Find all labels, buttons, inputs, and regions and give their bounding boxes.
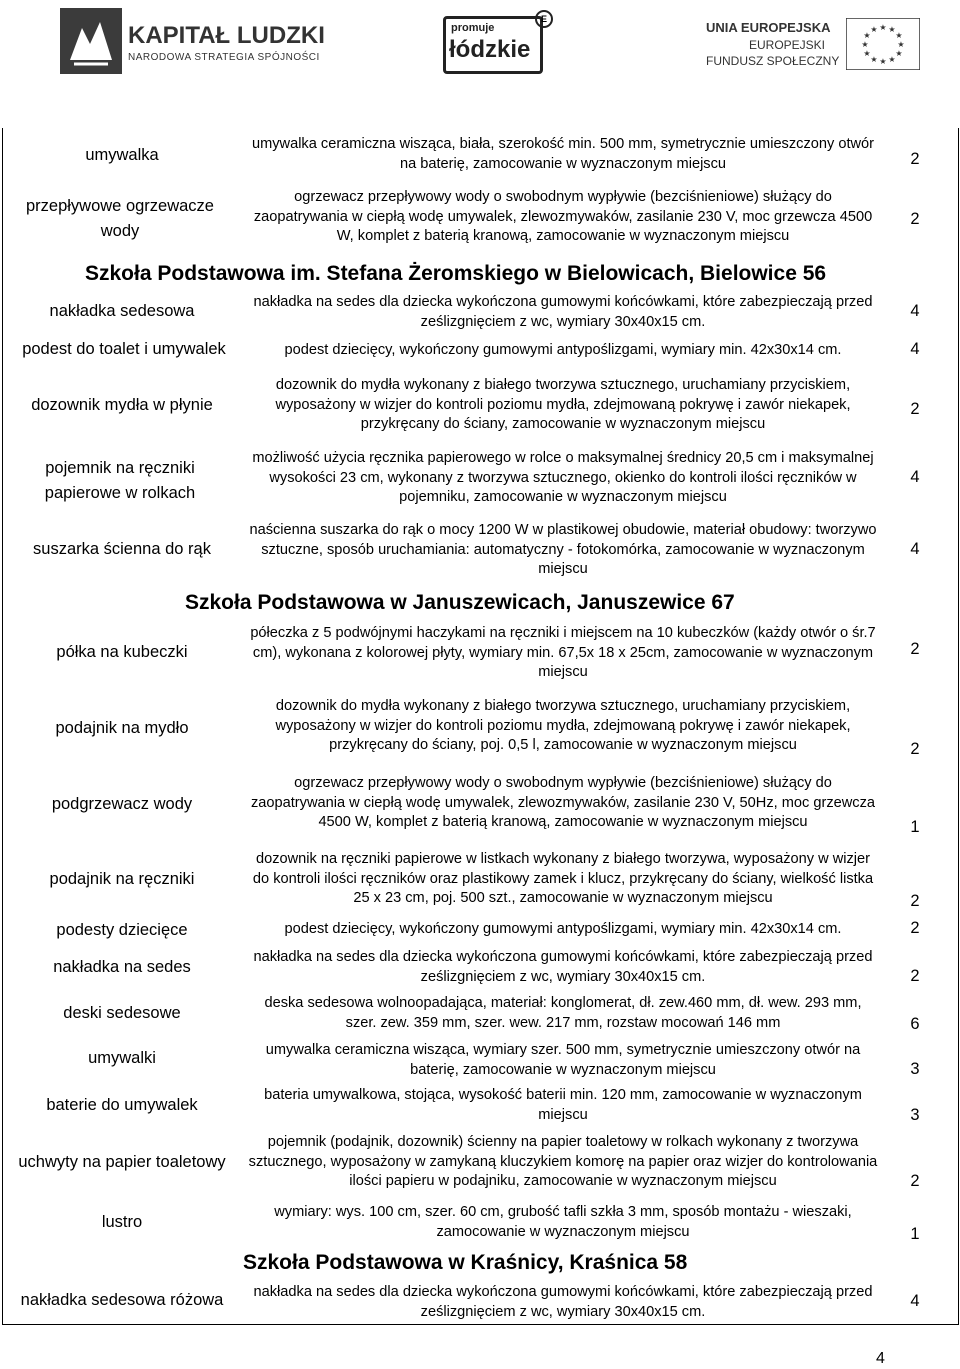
- svg-text:★: ★: [870, 55, 878, 64]
- ue-line2: EUROPEJSKI: [749, 38, 826, 52]
- row-label: uchwyty na papier toaletowy: [18, 1153, 226, 1171]
- kl-subtitle: NARODOWA STRATEGIA SPÓJNOŚCI: [128, 52, 320, 63]
- svg-text:★: ★: [888, 25, 896, 34]
- row-label: półka na kubeczki: [56, 643, 188, 661]
- row-description: dozownik do mydła wykonany z białego tworzywa sztucznego, uruchamiany przyciskiem, wyposażony w wizjer do kontroli poziomu mydła, zdejmowaną pokrywę i zawór niekapek, przykręcany do ściany, poj. 0,5 l, zamocowanie w wyznaczonym miejscu: [275, 698, 851, 753]
- row-label: podesty dziecięce: [56, 921, 188, 939]
- row-quantity: 2: [910, 919, 920, 937]
- promuje-text: promuje: [451, 22, 495, 34]
- section-heading: Szkoła Podstawowa w Januszewicach, Januszewice 67: [185, 591, 735, 614]
- row-quantity: 6: [910, 1015, 920, 1033]
- row-description: dozownik do mydła wykonany z białego tworzywa sztucznego, uruchamiany przyciskiem, wyposażony w wizjer do kontroli poziomu mydła, zdejmowaną pokrywę i zawór niekapek, przykręcany do ściany, zamocowanie w wyznaczonym miejscu: [275, 377, 851, 432]
- kl-title: KAPITAŁ LUDZKI: [128, 22, 325, 49]
- row-description: bateria umywalkowa, stojąca, wysokość baterii min. 120 mm, zamocowanie w wyznaczonym miejscu: [264, 1087, 862, 1123]
- row-description: podest dziecięcy, wykończony gumowymi antypoślizgami, wymiary min. 42x30x14 cm.: [284, 921, 842, 937]
- row-description: umywalka ceramiczna wisząca, biała, szerokość min. 500 mm, symetrycznie umieszczony otwór na baterię, zamocowanie w wyznaczonym miejscu: [251, 136, 875, 172]
- row-label: lustro: [101, 1213, 143, 1231]
- row-description: deska sedesowa wolnoopadająca, materiał: konglomerat, dł. zew.460 mm, dł. wew. 293 mm, szer. zew. 359 mm, szer. wew. 217 mm, rozstaw mocowań 146 mm: [264, 995, 862, 1031]
- ue-line1: UNIA EUROPEJSKA: [706, 20, 831, 35]
- row-quantity: 1: [910, 1225, 920, 1243]
- row-label: podgrzewacz wody: [51, 795, 193, 813]
- row-label: dozownik mydła w płynie: [31, 396, 213, 414]
- row-quantity: 4: [910, 540, 920, 558]
- row-quantity: 2: [910, 892, 920, 910]
- row-quantity: 2: [910, 967, 920, 985]
- row-label: umywalka: [85, 146, 159, 164]
- row-description: nakładka na sedes dla dziecka wykończona gumowymi końcówkami, które zabezpieczają przed ześlizgnięciem z wc, wymiary 30x40x15 cm.: [253, 949, 873, 985]
- row-description: ogrzewacz przepływowy wody o swobodnym wypływie (bezciśnieniowe) służący do zaopatrywania w ciepłą wodę umywalek, zlewozmywaków, zasilanie 230 V, moc grzewcza 4500 W, komplet z baterią kranową, zamocowanie w wyznaczonym miejscu: [253, 189, 873, 244]
- row-description: nakładka na sedes dla dziecka wykończona gumowymi końcówkami, które zabezpieczają przed ześlizgnięciem z wc, wymiary 30x40x15 cm.: [253, 1284, 873, 1320]
- promuje-lodzkie-logo: [443, 10, 553, 76]
- lodzkie-text: łódzkie: [449, 36, 531, 63]
- ue-line3: FUNDUSZ SPOŁECZNY: [706, 54, 840, 68]
- kapital-ludzki-logo: [60, 8, 350, 78]
- row-label: baterie do umywalek: [46, 1096, 198, 1114]
- row-quantity: 1: [910, 818, 920, 836]
- svg-text:★: ★: [879, 57, 887, 66]
- row-description: dozownik na ręczniki papierowe w listkach wykonany z białego tworzywa, wyposażony w wizjer do kontroli ilości ręczników oraz plastikowy zamek i klucz, przykręcany do ściany, wielkość listka 25 x 23 cm, poj. 500 szt., zamocowanie w wyznaczonym miejscu: [252, 851, 874, 906]
- svg-text:★: ★: [897, 40, 905, 49]
- kapital-ludzki-emblem-icon: [60, 8, 122, 74]
- row-description: podest dziecięcy, wykończony gumowymi antypoślizgami, wymiary min. 42x30x14 cm.: [284, 342, 842, 358]
- row-label: nakładka sedesowa różowa: [20, 1291, 224, 1309]
- row-quantity: 4: [910, 468, 920, 486]
- row-description: ogrzewacz przepływowy wody o swobodnym wypływie (bezciśnieniowe) służący do zaopatrywania w ciepłą wodę umywalek, zlewozmywaków, zasilanie 230 V, 50Hz, moc grzewcza 4500 W, komplet z baterią kranową, zamocowanie w wyznaczonym miejscu: [250, 775, 876, 830]
- row-description: umywalka ceramiczna wisząca, wymiary szer. 500 mm, symetrycznie umieszczony otwór na baterię, zamocowanie w wyznaczonym miejscu: [265, 1042, 861, 1078]
- section-heading: Szkoła Podstawowa im. Stefana Żeromskiego w Bielowicach, Bielowice 56: [85, 262, 827, 285]
- row-label: przepływowe ogrzewacze wody: [25, 197, 214, 240]
- row-label: podajnik na mydło: [55, 719, 189, 737]
- row-quantity: 2: [910, 150, 920, 168]
- row-label: podest do toalet i umywalek: [22, 340, 226, 358]
- unia-europejska-logo: [706, 14, 921, 78]
- row-label: nakładka na sedes: [53, 958, 191, 976]
- row-quantity: 2: [910, 1172, 920, 1190]
- row-quantity: 3: [910, 1106, 920, 1124]
- svg-text:★: ★: [863, 31, 871, 40]
- row-description: naścienna suszarka do rąk o mocy 1200 W w plastikowej obudowie, materiał obudowy: tworzywo sztuczne, sposób uruchamiania: automatyczny - fotokomórka, zamocowanie w wyznaczonym miejscu: [249, 522, 877, 577]
- row-label: suszarka ścienna do rąk: [33, 540, 211, 558]
- trademark-icon: E: [535, 10, 553, 28]
- svg-text:★: ★: [863, 49, 871, 58]
- page-number: 4: [876, 1350, 885, 1367]
- row-description: możliwość użycia ręcznika papierowego w rolce o maksymalnej średnicy 20,5 cm i maksymalnej wysokości 23 cm, wykonany z tworzywa sztucznego, okienko do kontroli ilości ręczników w pojemniku, zamocowanie w wyznaczonym miejscu: [252, 450, 874, 505]
- section-heading: Szkoła Podstawowa w Kraśnicy, Kraśnica 58: [243, 1251, 688, 1274]
- row-quantity: 4: [910, 302, 920, 320]
- row-label: umywalki: [88, 1049, 156, 1067]
- row-label: nakładka sedesowa: [49, 302, 195, 320]
- row-quantity: 4: [910, 340, 920, 358]
- svg-text:★: ★: [879, 23, 887, 32]
- row-quantity: 3: [910, 1060, 920, 1078]
- row-quantity: 2: [910, 640, 920, 658]
- row-description: półeczka z 5 podwójnymi haczykami na ręczniki i miejscem na 10 kubeczków (każdy otwór o śr.7 cm), wykonana z kolorowej płyty, wymiary min. 67,5x 18 x 25cm, zamocowanie w wyznaczonym miejscu: [250, 625, 876, 680]
- svg-text:★: ★: [870, 25, 878, 34]
- row-label: pojemnik na ręczniki papierowe w rolkach: [44, 459, 196, 502]
- row-label: podajnik na ręczniki: [49, 870, 195, 888]
- svg-text:★: ★: [895, 49, 903, 58]
- row-description: pojemnik (podajnik, dozownik) ścienny na papier toaletowy w rolkach wykonany z tworzywa sztucznego, wyposażony w zamykaną kluczykiem komorę na papier oraz wizjer do kontrolowania ilości papieru w podajniku, zamocowanie w wyznaczonym miejscu: [248, 1134, 878, 1189]
- row-description: wymiary: wys. 100 cm, szer. 60 cm, grubość tafli szkła 3 mm, sposób montażu - wieszaki, zamocowanie w wyznaczonym miejscu: [274, 1204, 852, 1240]
- row-quantity: 2: [910, 400, 920, 418]
- row-quantity: 2: [910, 740, 920, 758]
- svg-text:★: ★: [861, 40, 869, 49]
- svg-text:★: ★: [895, 31, 903, 40]
- eu-flag-icon: [846, 18, 920, 70]
- row-label: deski sedesowe: [63, 1004, 181, 1022]
- row-quantity: 2: [910, 210, 920, 228]
- row-quantity: 4: [910, 1292, 920, 1310]
- svg-text:★: ★: [888, 55, 896, 64]
- row-description: nakładka na sedes dla dziecka wykończona gumowymi końcówkami, które zabezpieczają przed ześlizgnięciem z wc, wymiary 30x40x15 cm.: [253, 294, 873, 330]
